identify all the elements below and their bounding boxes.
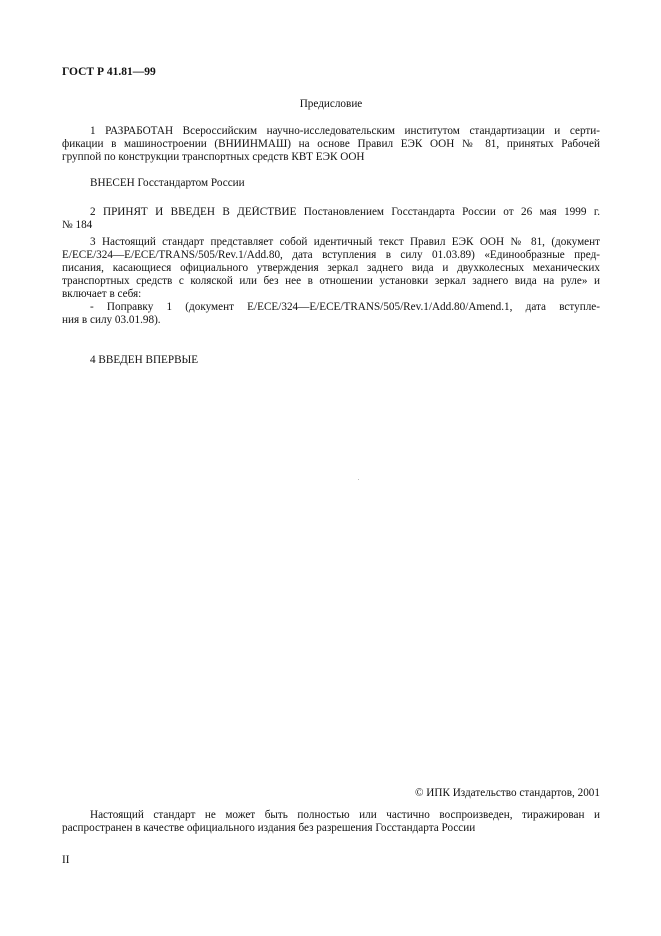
text-line: группой по конструкции транспортных средств КВТ ЕЭК ООН [62,151,365,163]
text-line: транспортных средств с коляской или без нее в отношении установки зеркал заднего вида на руле» и [62,275,600,287]
text-line: № 184 [62,219,93,231]
text-line: 2 ПРИНЯТ И ВВЕДЕН В ДЕЙСТВИЕ Постановлением Госстандарта России от 26 мая 1999 г. [90,206,600,218]
text-line: включает в себя: [62,288,142,300]
paragraph-introduced: ВНЕСЕН Госстандартом России [90,177,245,189]
document-code: ГОСТ Р 41.81—99 [62,66,156,78]
text-line: фикации в машиностроении (ВНИИНМАШ) на основе Правил ЕЭК ООН № 81, принятых Рабочей [62,138,600,150]
text-line: E/ECE/324—E/ECE/TRANS/505/Rev.1/Add.80, дата вступления в силу 01.03.89) «Единообразные пред- [62,249,600,261]
paragraph-first-introduced: 4 ВВЕДЕН ВПЕРВЫЕ [90,354,199,366]
page-number: II [62,854,70,866]
text-line: - Поправку 1 (документ E/ECE/324—E/ECE/TRANS/505/Rev.1/Add.80/Amend.1, дата вступле- [90,301,600,313]
text-line: 1 РАЗРАБОТАН Всероссийским научно-исследовательским институтом стандартизации и серти- [90,125,600,137]
copyright: © ИПК Издательство стандартов, 2001 [414,787,600,799]
text-line: Настоящий стандарт не может быть полностью или частично воспроизведен, тиражирован и [90,809,600,821]
section-title: Предисловие [299,98,363,110]
text-line: ния в силу 03.01.98). [62,314,161,326]
scan-speck [358,479,359,480]
text-line: распространен в качестве официального издания без разрешения Госстандарта России [62,822,476,834]
text-line: писания, касающиеся официального утверждения зеркал заднего вида и двухколесных механических [62,262,600,274]
text-line: 3 Настоящий стандарт представляет собой идентичный текст Правил ЕЭК ООН № 81, (документ [90,236,600,248]
